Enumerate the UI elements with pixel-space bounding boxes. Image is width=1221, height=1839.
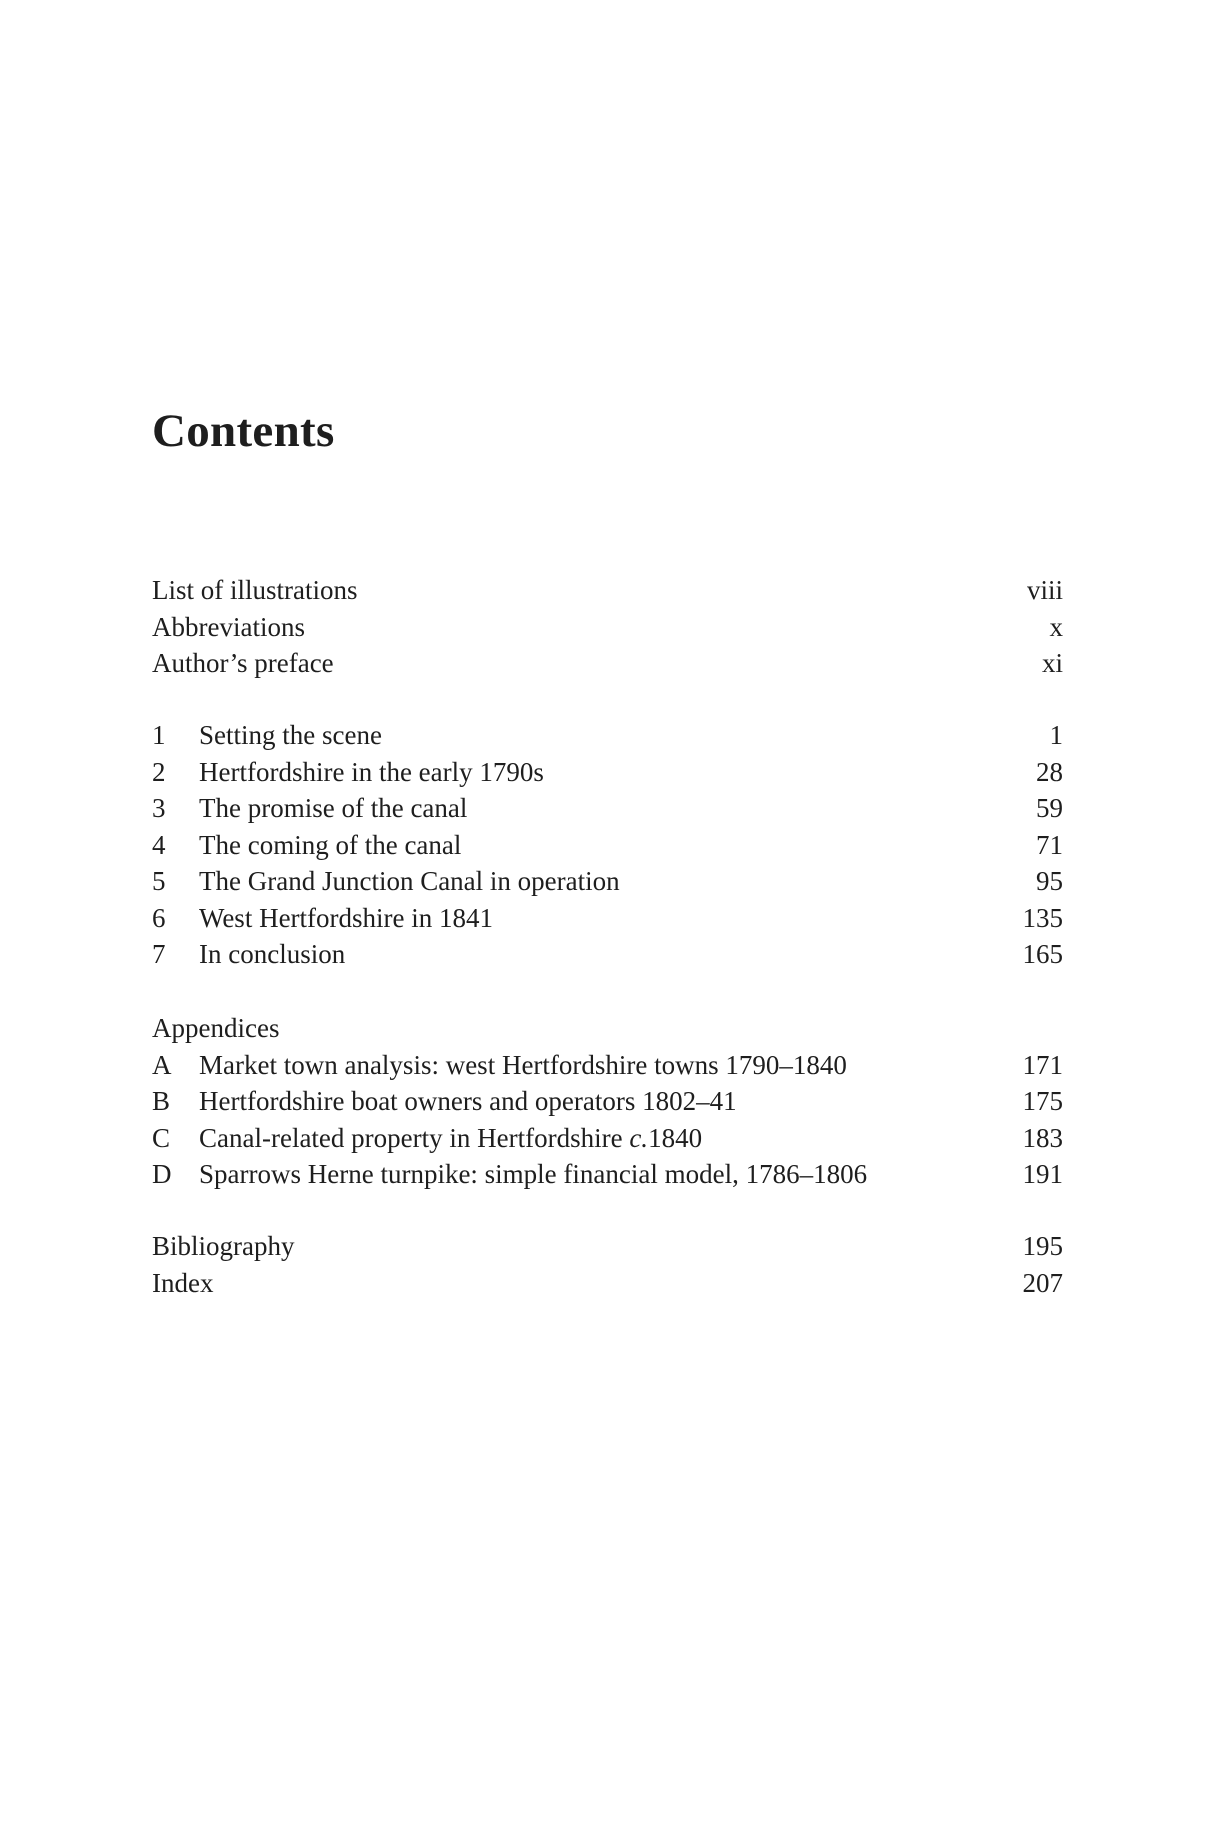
chapter-title: The promise of the canal: [199, 793, 468, 823]
toc-back-matter: [152, 1228, 1063, 1301]
chapter-number: 5: [152, 866, 166, 896]
chapter-number: 1: [152, 720, 166, 750]
toc-entry-page: xi: [1041, 648, 1063, 678]
chapter-page: 1: [1049, 720, 1063, 750]
toc-chapter-entry: [152, 863, 1063, 900]
chapter-page: 135: [1022, 902, 1063, 933]
appendix-title: Hertfordshire boat owners and operators 1802–41: [199, 1086, 737, 1116]
chapter-title: The Grand Junction Canal in operation: [199, 866, 620, 896]
toc-entry: [152, 1265, 1063, 1302]
appendix-title-circa: c.: [629, 1122, 649, 1153]
toc-entry-label: List of illustrations: [152, 575, 358, 605]
toc-entry-label: Index: [152, 1267, 214, 1298]
appendix-page: 183: [1022, 1122, 1063, 1153]
chapter-page: 71: [1036, 829, 1063, 860]
chapter-title: The coming of the canal: [199, 829, 462, 860]
appendix-title: Market town analysis: west Hertfordshire towns 1790–1840: [199, 1049, 847, 1080]
toc-chapter-entry: [152, 717, 1063, 754]
toc-appendix-entry: [152, 1083, 1063, 1120]
appendix-title-prefix: Canal-related property in Hertfordshire: [199, 1122, 630, 1153]
chapter-number: 6: [152, 902, 166, 933]
toc-entry: [152, 645, 1063, 682]
appendix-title: [199, 1120, 702, 1157]
toc-chapters: [152, 717, 1063, 973]
chapter-number: 7: [152, 939, 166, 969]
appendix-title: Sparrows Herne turnpike: simple financial model, 1786–1806: [199, 1159, 868, 1189]
toc-entry-page: viii: [1026, 575, 1063, 605]
chapter-number: 4: [152, 829, 166, 860]
appendix-page: 171: [1022, 1049, 1063, 1080]
toc-chapter-entry: [152, 936, 1063, 973]
toc-entry-label: Bibliography: [152, 1231, 295, 1261]
appendix-page: 191: [1022, 1159, 1063, 1189]
chapter-page: 95: [1036, 866, 1063, 896]
toc-chapter-entry: [152, 790, 1063, 827]
chapter-page: 59: [1036, 793, 1063, 823]
toc-entry-page: 207: [1022, 1267, 1063, 1298]
toc-chapter-entry: [152, 754, 1063, 791]
appendix-letter: B: [152, 1086, 171, 1116]
toc-entry-page: 195: [1022, 1231, 1063, 1261]
chapter-title: Setting the scene: [199, 720, 382, 750]
appendices-heading: Appendices: [152, 1013, 280, 1043]
toc-chapter-entry: [152, 900, 1063, 937]
chapter-page: 28: [1036, 756, 1063, 787]
toc-appendix-entry: [152, 1120, 1063, 1157]
appendix-page: 175: [1022, 1086, 1063, 1116]
toc-appendix-entry: [152, 1156, 1063, 1193]
toc-entry-label: Author’s preface: [152, 648, 334, 678]
chapter-page: 165: [1022, 939, 1063, 969]
toc-entry-page: x: [1049, 611, 1063, 642]
chapter-title: Hertfordshire in the early 1790s: [199, 756, 544, 787]
toc-chapter-entry: [152, 827, 1063, 864]
toc-entry: [152, 609, 1063, 646]
toc-appendix-entry: [152, 1047, 1063, 1084]
toc-appendices: [152, 1010, 1063, 1193]
chapter-number: 3: [152, 793, 166, 823]
page-title: Contents: [152, 405, 335, 457]
chapter-title: West Hertfordshire in 1841: [199, 902, 494, 933]
toc-entry-label: Abbreviations: [152, 611, 305, 642]
appendices-heading-row: [152, 1010, 1063, 1047]
appendix-title-suffix: 1840: [648, 1122, 703, 1153]
chapter-number: 2: [152, 756, 166, 787]
appendix-letter: A: [152, 1049, 172, 1080]
toc-entry: [152, 1228, 1063, 1265]
appendix-letter: D: [152, 1159, 172, 1189]
toc-front-matter: [152, 572, 1063, 682]
appendix-letter: C: [152, 1122, 171, 1153]
toc-entry: [152, 572, 1063, 609]
chapter-title: In conclusion: [199, 939, 346, 969]
